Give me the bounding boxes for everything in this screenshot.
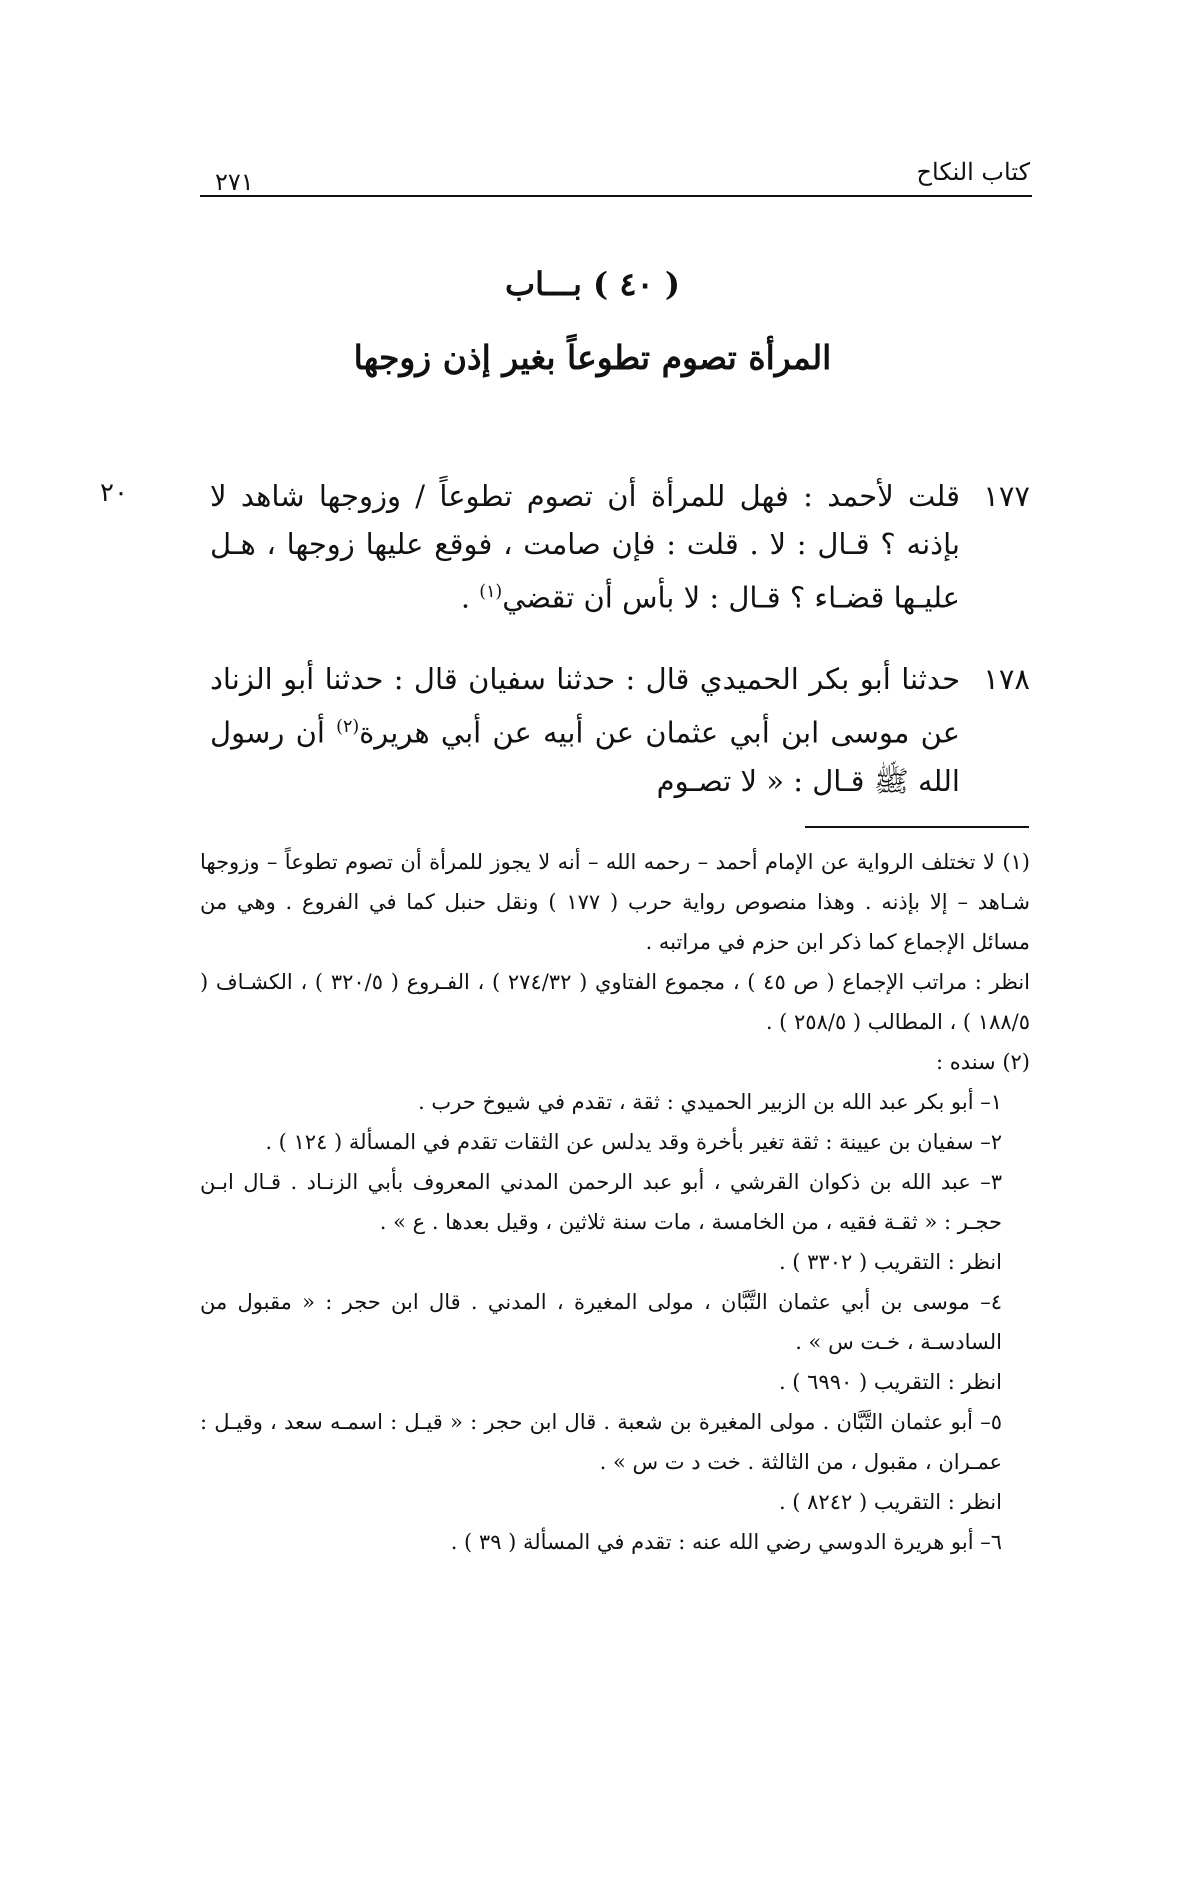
chapter-number: ( ٤٠ ) بـــاب bbox=[505, 265, 680, 303]
footnote-1: (١) لا تختلف الرواية عن الإمام أحمد – رحمه الله – أنه لا يجوز للمرأة أن تصوم تطوعاً – وزوجها شـاهد – إلا بإذنه . وهذا منصوص رواية حرب ( ١٧٧ ) ونقل حنبل كما في الفروع . وهي من مسائل الإجماع كما ذكر ابن حزم في مراتبه . bbox=[200, 850, 1030, 954]
footnote-1-refs: انظر : مراتب الإجماع ( ص ٤٥ ) ، مجموع الفتاوي ( ٢٧٤/٣٢ ) ، الفـروع ( ٣٢٠/٥ ) ، الكشـاف ( ١٨٨/٥ ) ، المطالب ( ٢٥٨/٥ ) . bbox=[200, 970, 1031, 1034]
narrator-2: ٢– سفيان بن عيينة : ثقة تغير بأخرة وقد يدلس عن الثقات تقدم في المسألة ( ١٢٤ ) . bbox=[265, 1130, 1002, 1154]
entry-text: قلت لأحمد : فهل للمرأة أن تصوم تطوعاً / وزوجها شاهد لا بإذنه ؟ قـال : لا . قلت : فإن صامت ، فوقع عليها زوجها ، هـل عليـها قضـاء ؟ قـال : لا بأس أن تقضي$^{(١)}$ . bbox=[210, 479, 960, 615]
narrator-1: ١– أبو بكر عبد الله بن الزبير الحميدي : ثقة ، تقدم في شيوخ حرب . bbox=[418, 1090, 1002, 1114]
narrator-3: ٣– عبد الله بن ذكوان القرشي ، أبو عبد الرحمن المدني المعروف بأبي الزنـاد . قـال ابـن حجـر : « ثقـة فقيه ، من الخامسة ، مات سنة ثلاثين ، وقيل بعدها . ع » . bbox=[200, 1170, 1002, 1234]
narrator-4-ref: انظر : التقريب ( ٦٩٩٠ ) . bbox=[778, 1370, 1002, 1394]
running-header-title: كتاب النكاح bbox=[916, 158, 1030, 186]
footnote-2-heading: (٢) سنده : bbox=[935, 1050, 1030, 1074]
entry-178 bbox=[210, 655, 1030, 805]
footnote-rule bbox=[805, 826, 1029, 828]
narrator-4: ٤– موسى بن أبي عثمان التَّبَّان ، مولى المغيرة ، المدني . قال ابن حجر : « مقبول من السادسـة ، خـت س » . bbox=[200, 1290, 1002, 1354]
entry-number: ١٧٨ bbox=[983, 662, 1030, 696]
narrator-5: ٥– أبو عثمان التَّبَّان . مولى المغيرة بن شعبة . قال ابن حجر : « قيـل : اسمـه سعد ، وقيـل : عمـران ، مقبول ، من الثالثة . خت د ت س » . bbox=[200, 1410, 1002, 1474]
page-number: ٢٧١ bbox=[215, 168, 254, 196]
narrator-3-ref: انظر : التقريب ( ٣٣٠٢ ) . bbox=[778, 1250, 1002, 1274]
margin-marker: ٢٠ bbox=[100, 478, 128, 508]
narrator-6: ٦– أبو هريرة الدوسي رضي الله عنه : تقدم في المسألة ( ٣٩ ) . bbox=[450, 1530, 1002, 1554]
footnotes bbox=[200, 842, 1030, 1562]
footnote-ref: (١) bbox=[479, 582, 503, 602]
chapter-title: المرأة تصوم تطوعاً بغير إذن زوجها bbox=[353, 338, 832, 377]
header-rule bbox=[200, 195, 1032, 197]
entry-number: ١٧٧ bbox=[983, 479, 1030, 513]
narrator-5-ref: انظر : التقريب ( ٨٢٤٢ ) . bbox=[778, 1490, 1002, 1514]
entry-177 bbox=[210, 472, 1030, 622]
footnote-ref: (٢) bbox=[336, 717, 360, 737]
entry-text: حدثنا أبو بكر الحميدي قال : حدثنا سفيان قال : حدثنا أبو الزناد عن موسى ابن أبي عثمان عن أبيه عن أبي هريرة$^{(٢)}$ أن رسول الله ﷺ قـال : « لا تصـوم bbox=[210, 662, 960, 798]
